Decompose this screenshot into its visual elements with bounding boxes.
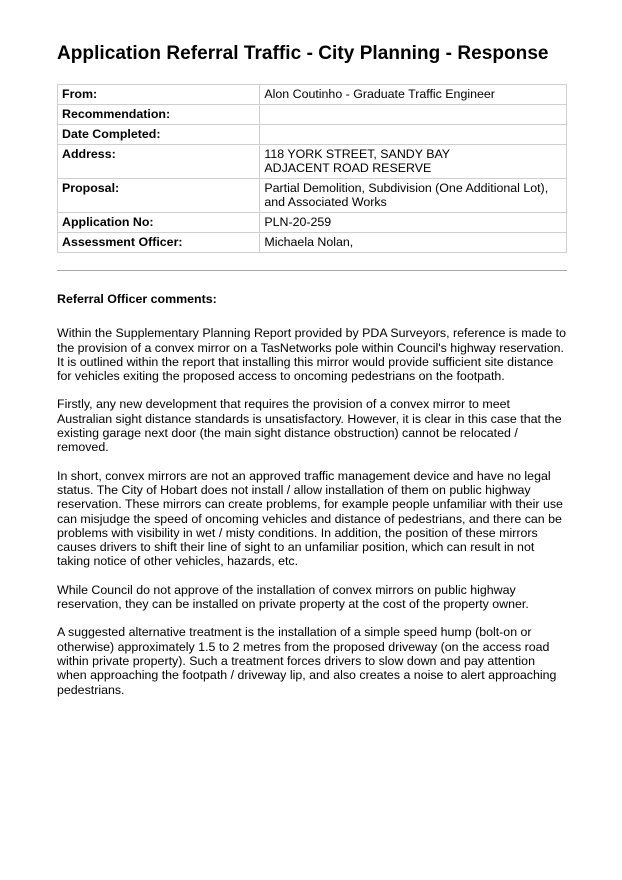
from-value: Alon Coutinho - Graduate Traffic Engineer [260, 85, 567, 105]
proposal-label: Proposal: [58, 179, 260, 213]
address-line: ADJACENT ROAD RESERVE [264, 161, 432, 175]
details-row-address [58, 145, 567, 179]
details-row-application-no [58, 213, 567, 233]
details-row-from [58, 85, 567, 105]
application-no-value: PLN-20-259 [260, 213, 567, 233]
date-completed-label: Date Completed: [58, 125, 260, 145]
proposal-value: Partial Demolition, Subdivision (One Additional Lot), and Associated Works [260, 179, 567, 213]
address-value [260, 145, 567, 179]
comment-paragraph: Within the Supplementary Planning Report provided by PDA Surveyors, reference is made to the provision of a convex mirror on a TasNetworks pole within Council's highway reservation. It is outlined within the report that installing this mirror would provide sufficient site distance for vehicles exiting the proposed access to oncoming pedestrians on the footpath. [57, 326, 566, 384]
recommendation-label: Recommendation: [58, 105, 260, 125]
comments-heading: Referral Officer comments: [57, 292, 217, 306]
comment-paragraph: Firstly, any new development that requires the provision of a convex mirror to meet Australian sight distance standards is unsatisfactory. However, it is clear in this case that the existing garage next door (the main sight distance obstruction) cannot be relocated / removed. [57, 397, 562, 455]
assessment-officer-value: Michaela Nolan, [260, 233, 567, 253]
referral-comments-section [57, 292, 567, 711]
date-completed-value [260, 125, 567, 145]
section-divider [57, 270, 567, 271]
referral-details-table [57, 84, 567, 253]
address-label: Address: [58, 145, 260, 179]
comment-paragraph: A suggested alternative treatment is the installation of a simple speed hump (bolt-on or otherwise) approximately 1.5 to 2 metres from the proposed driveway (on the access road within private property). Such a treatment forces drivers to slow down and pay attention when approaching the footpath / driveway lip, and also creates a noise to alert approaching pedestrians. [57, 625, 557, 697]
from-label: From: [58, 85, 260, 105]
assessment-officer-label: Assessment Officer: [58, 233, 260, 253]
application-no-label: Application No: [58, 213, 260, 233]
document-title: Application Referral Traffic - City Planning - Response [57, 43, 549, 64]
details-row-recommendation [58, 105, 567, 125]
details-row-assessment-officer [58, 233, 567, 253]
comment-paragraph: While Council do not approve of the installation of convex mirrors on public highway reservation, they can be installed on private property at the cost of the property owner. [57, 582, 529, 612]
comment-paragraph: In short, convex mirrors are not an approved traffic management device and have no legal status. The City of Hobart does not install / allow installation of them on public highway reservation. These mirrors can create problems, for example people unfamiliar with their use can misjudge the speed of oncoming vehicles and distance of pedestrians, and there can be problems with visibility in wet / misty conditions. In addition, the position of these mirrors causes drivers to shift their line of sight to an unfamiliar position, which can result in not taking notice of other vehicles, hazards, etc. [57, 468, 563, 569]
details-row-proposal [58, 179, 567, 213]
recommendation-value [260, 105, 567, 125]
details-row-date-completed [58, 125, 567, 145]
address-line: 118 YORK STREET, SANDY BAY [264, 147, 451, 161]
